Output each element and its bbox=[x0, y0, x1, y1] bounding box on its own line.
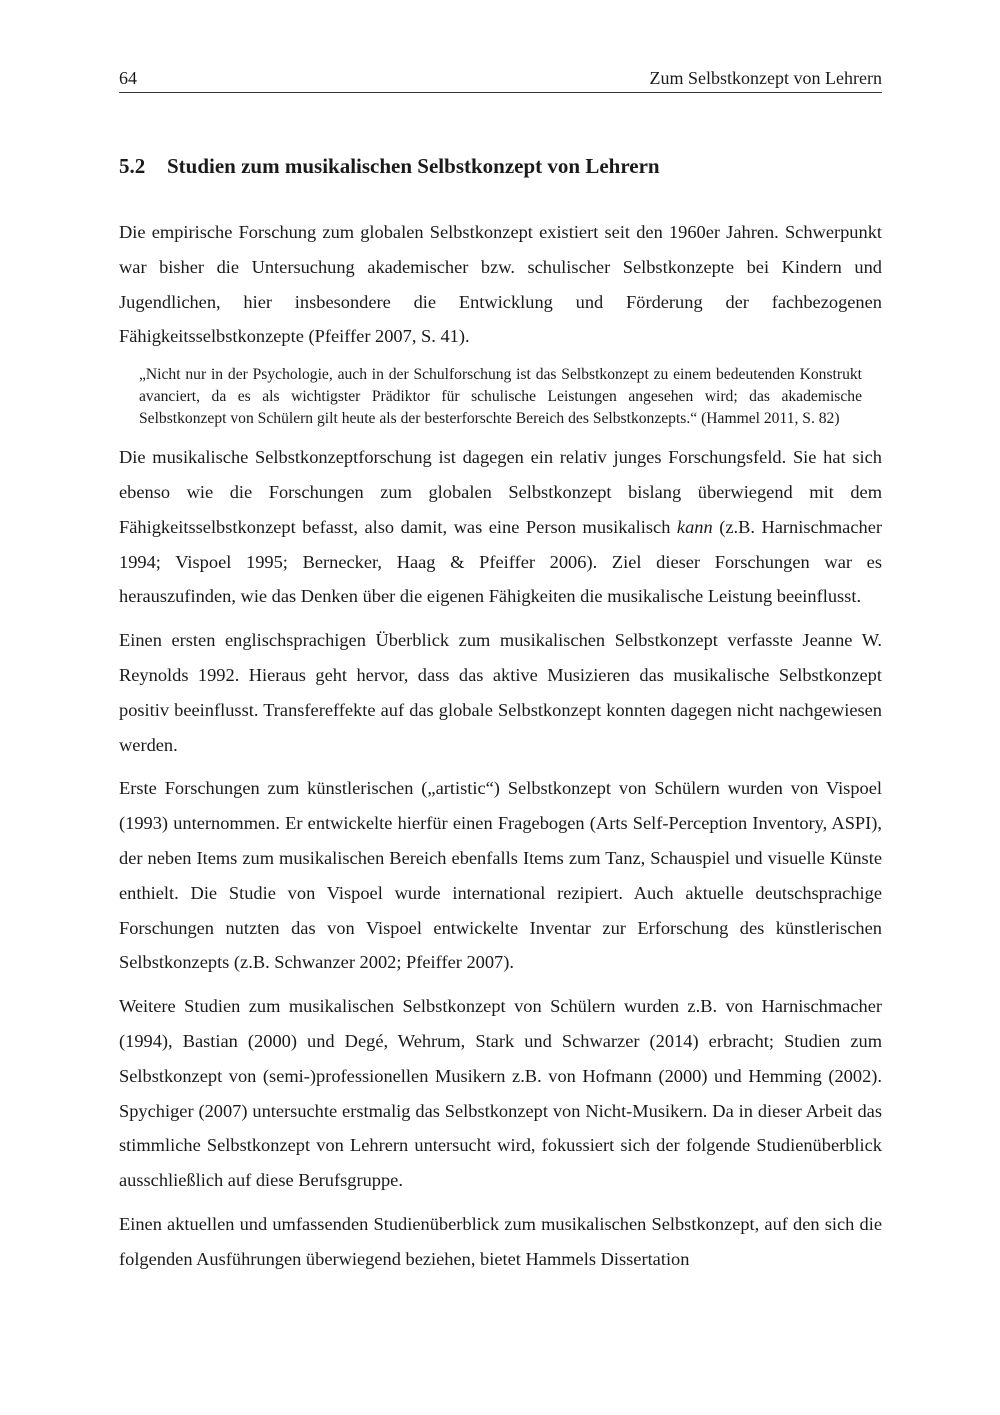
paragraph-6: Einen aktuellen und umfassenden Studienüberblick zum musikalischen Selbstkonzept, auf den sich die folgenden Ausführungen überwiegend beziehen, bietet Hammels Dissertation bbox=[119, 1213, 882, 1269]
running-header bbox=[119, 64, 882, 93]
page-number: 64 bbox=[119, 68, 137, 88]
paragraph-2-text-a: Die musikalische Selbstkonzeptforschung ist dagegen ein relativ junges Forschungsfeld. Sie hat sich ebenso wie die Forschungen zum globalen Selbstkonzept bislang überwiegend mit dem Fähigkeitsselbstkonzept befasst, also damit, was eine Person musikalisch bbox=[119, 447, 882, 537]
paragraph-4: Erste Forschungen zum künstlerischen („artistic“) Selbstkonzept von Schülern wurden von Vispoel (1993) unternommen. Er entwickelte hierfür einen Fragebogen (Arts Self-Perception Inventory, ASPI), der neben Items zum musikalischen Bereich ebenfalls Items zum Tanz, Schauspiel und visuelle Künste enthielt. Die Studie von Vispoel wurde international rezipiert. Auch aktuelle deutschsprachige Forschungen nutzten das von Vispoel entwickelte Inventar zur Erforschung des künstlerischen Selbstkonzepts (z.B. Schwanzer 2002; Pfeiffer 2007). bbox=[119, 778, 882, 973]
paragraph-5: Weitere Studien zum musikalischen Selbstkonzept von Schülern wurden z.B. von Harnischmacher (1994), Bastian (2000) und Degé, Wehrum, Stark und Schwarzer (2014) erbracht; Studien zum Selbstkonzept von (semi-)professionellen Musikern z.B. von Hofmann (2000) und Hemming (2002). Spychiger (2007) untersuchte erstmalig das Selbstkonzept von Nicht-Musikern. Da in dieser Arbeit das stimmliche Selbstkonzept von Lehrern untersucht wird, fokussiert sich der folgende Studienüberblick ausschließlich auf diese Berufsgruppe. bbox=[119, 996, 882, 1191]
paragraph-2-text-b: (z.B. Harnischmacher 1994; Vispoel 1995; Bernecker, Haag & Pfeiffer 2006). Ziel dieser Forschungen war es herauszufinden, wie das Denken über die eigenen Fähigkeiten die musikalische Leistung beeinflusst. bbox=[119, 516, 882, 607]
paragraph-2 bbox=[119, 440, 882, 614]
section-title: Studien zum musikalischen Selbstkonzept von Lehrern bbox=[167, 154, 660, 178]
section-number: 5.2 bbox=[119, 154, 146, 178]
paragraph-2-emphasis: kann bbox=[676, 516, 713, 537]
running-title: Zum Selbstkonzept von Lehrern bbox=[649, 68, 882, 88]
paragraph-1: Die empirische Forschung zum globalen Selbstkonzept existiert seit den 1960er Jahren. Schwerpunkt war bisher die Untersuchung akademischer bzw. schulischer Selbstkonzepte bei Kindern und Jugendlichen, hier insbesondere die Entwicklung und Förderung der fachbezogenen Fähigkeitsselbstkonzepte (Pfeiffer 2007, S. 41). bbox=[119, 222, 882, 347]
block-quote: „Nicht nur in der Psychologie, auch in der Schulforschung ist das Selbstkonzept zu einem bedeutenden Konstrukt avanciert, da es als wichtigster Prädiktor für schulische Leistungen angesehen wird; das akademische Selbstkonzept von Schülern gilt heute als der besterforschte Bereich des Selbstkonzepts.“ (Hammel 2011, S. 82) bbox=[139, 366, 862, 428]
paragraph-3: Einen ersten englischsprachigen Überblick zum musikalischen Selbstkonzept verfasste Jeanne W. Reynolds 1992. Hieraus geht hervor, dass das aktive Musizieren das musikalische Selbstkonzept positiv beeinflusst. Transfereffekte auf das globale Selbstkonzept konnten dagegen nicht nachgewiesen werden. bbox=[119, 630, 882, 755]
section-heading bbox=[119, 150, 882, 182]
body-text bbox=[119, 215, 882, 1286]
